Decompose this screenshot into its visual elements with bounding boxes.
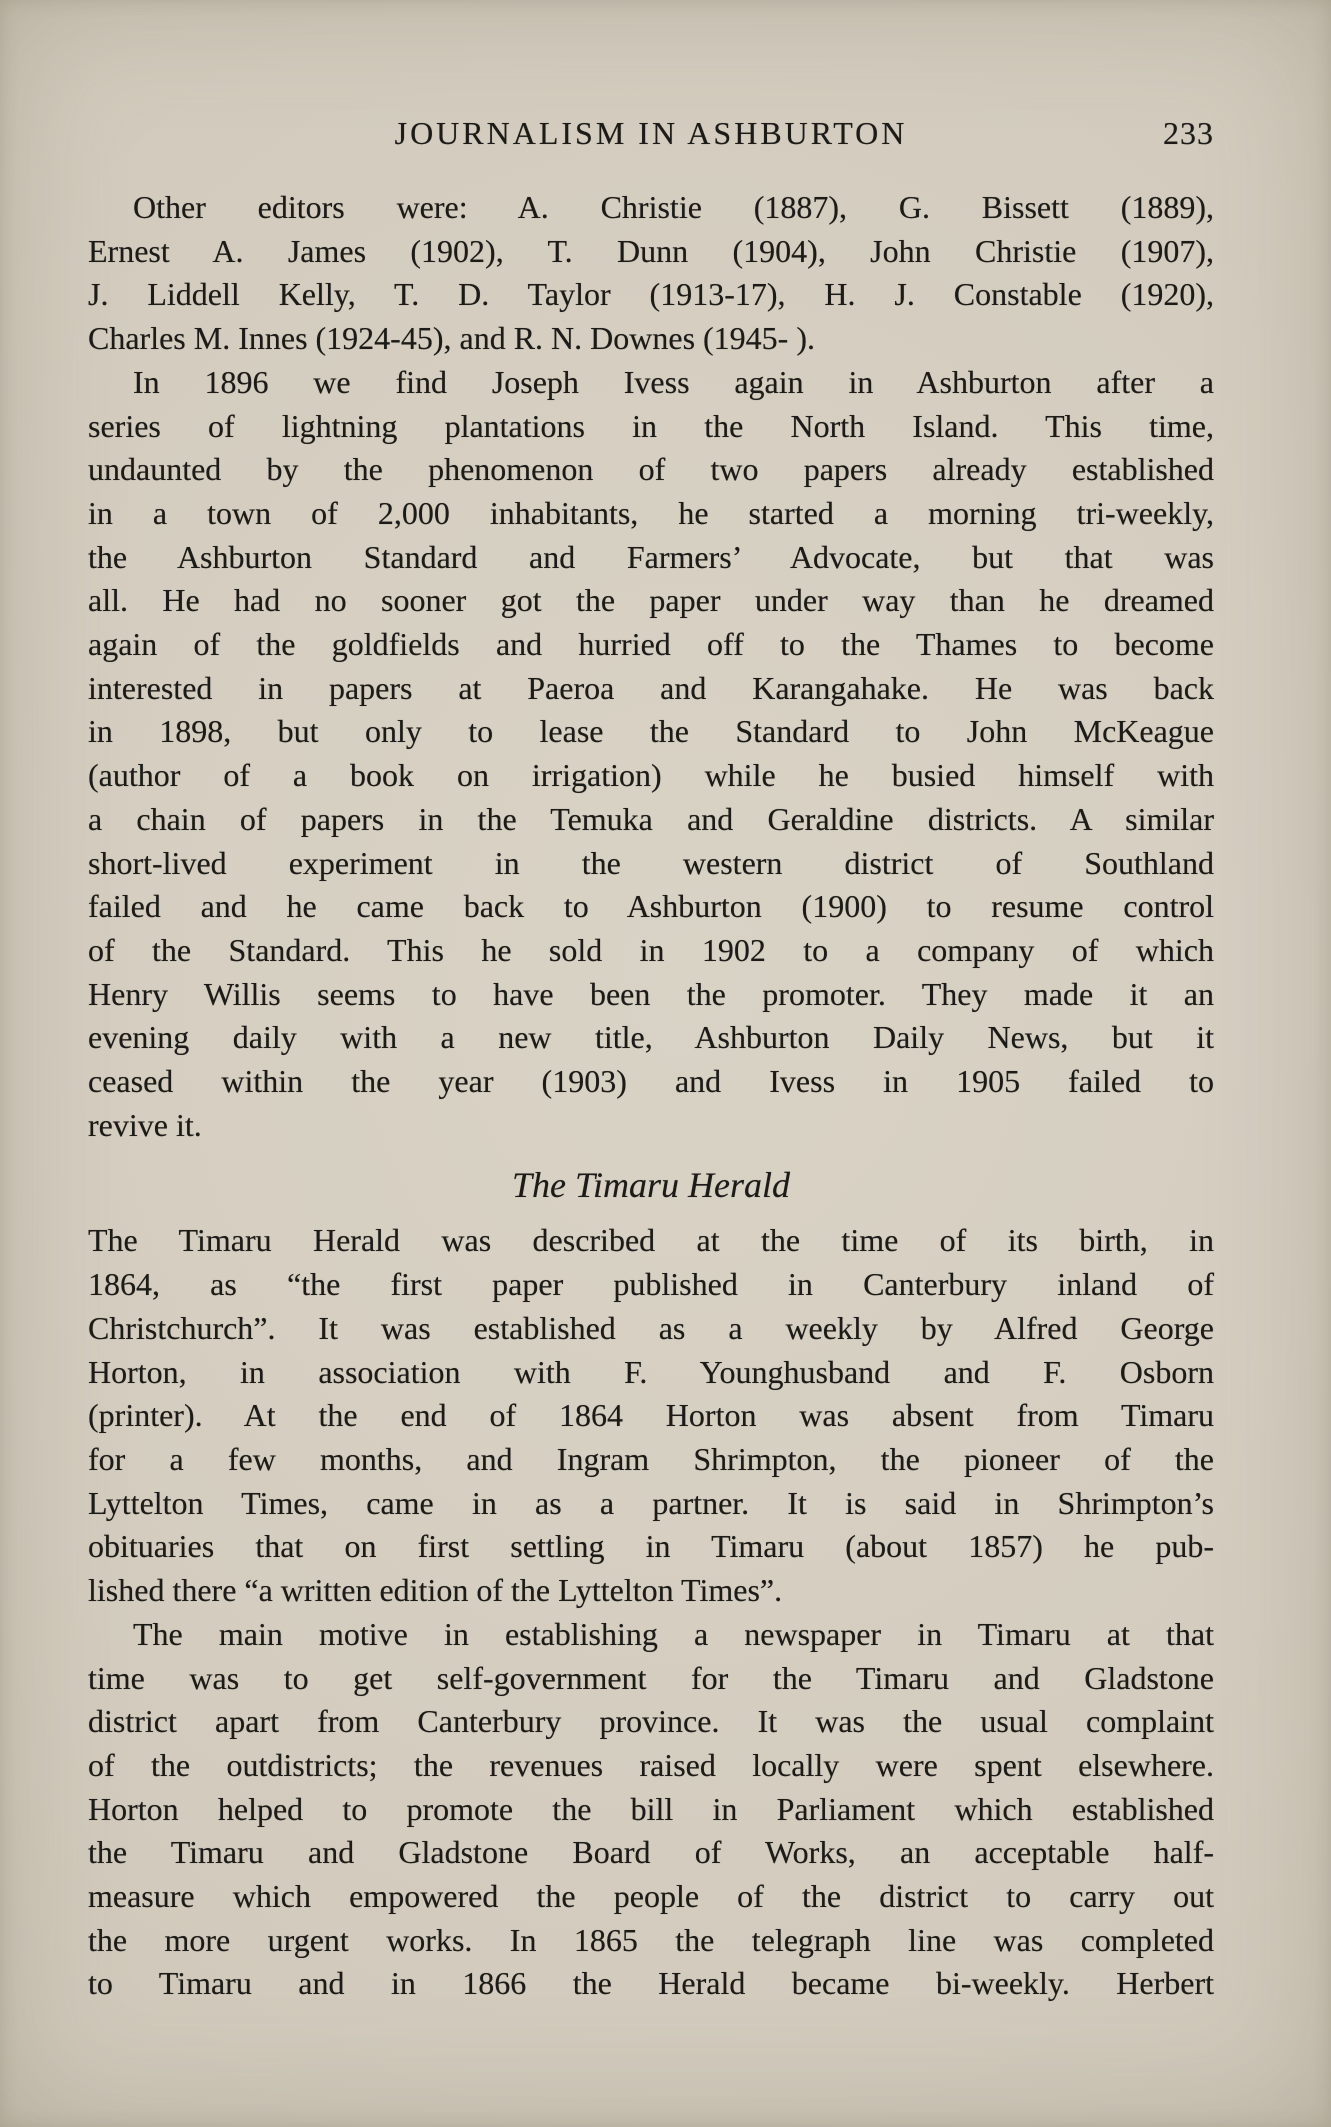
- text-line: of the outdistricts; the revenues raised locally were spent elsewhere.: [88, 1746, 1214, 1783]
- text-line: again of the goldfields and hurried off to the Thames to become: [88, 626, 1214, 663]
- page-body: [88, 186, 1214, 2006]
- text-line: (author of a book on irrigation) while he busied himself with: [88, 757, 1214, 794]
- text-line: Horton helped to promote the bill in Parliament which established: [88, 1790, 1214, 1827]
- text-line: a chain of papers in the Temuka and Geraldine districts. A similar: [88, 800, 1214, 837]
- text-line: all. He had no sooner got the paper under way than he dreamed: [88, 582, 1214, 619]
- paragraph: [88, 186, 1214, 361]
- text-line: lished there “a written edition of the Lyttelton Times”.: [88, 1572, 783, 1609]
- text-line: short-lived experiment in the western district of Southland: [88, 844, 1214, 881]
- running-header: [88, 112, 1214, 154]
- section-heading: The Timaru Herald: [511, 1165, 791, 1206]
- text-line: interested in papers at Paeroa and Karangahake. He was back: [88, 669, 1214, 706]
- text-line: measure which empowered the people of the district to carry out: [88, 1878, 1214, 1915]
- text-line: in 1898, but only to lease the Standard to John McKeague: [88, 713, 1214, 750]
- text-line: ceased within the year (1903) and Ivess in 1905 failed to: [88, 1063, 1214, 1100]
- text-line: Other editors were: A. Christie (1887), G. Bissett (1889),: [133, 189, 1214, 225]
- text-line: (printer). At the end of 1864 Horton was absent from Timaru: [88, 1397, 1214, 1434]
- text-line: revive it.: [88, 1106, 202, 1143]
- text-line: in a town of 2,000 inhabitants, he started a morning tri-weekly,: [88, 494, 1214, 531]
- paragraph: [88, 361, 1214, 1148]
- text-line: district apart from Canterbury province. It was the usual complaint: [88, 1703, 1214, 1740]
- text-line: undaunted by the phenomenon of two papers already established: [88, 451, 1214, 488]
- text-line: of the Standard. This he sold in 1902 to a company of which: [88, 931, 1214, 968]
- text-line: J. Liddell Kelly, T. D. Taylor (1913-17), H. J. Constable (1920),: [88, 276, 1214, 313]
- text-line: Christchurch”. It was established as a weekly by Alfred George: [88, 1309, 1214, 1346]
- text-line: the more urgent works. In 1865 the telegraph line was completed: [88, 1921, 1214, 1958]
- text-line: Charles M. Innes (1924-45), and R. N. Downes (1945- ).: [88, 320, 815, 357]
- paragraph-group: [88, 186, 1214, 1147]
- paragraph-group: [88, 1219, 1214, 2006]
- text-line: In 1896 we find Joseph Ivess again in Ashburton after a: [133, 363, 1214, 400]
- text-line: Horton, in association with F. Younghusband and F. Osborn: [88, 1353, 1214, 1390]
- text-line: to Timaru and in 1866 the Herald became bi-weekly. Herbert: [88, 1965, 1214, 2002]
- text-line: time was to get self-government for the Timaru and Gladstone: [88, 1659, 1214, 1696]
- text-line: the Timaru and Gladstone Board of Works, an acceptable half-: [88, 1834, 1214, 1871]
- header-title: JOURNALISM IN ASHBURTON: [394, 115, 908, 151]
- text-line: obituaries that on first settling in Timaru (about 1857) he pub-: [88, 1528, 1214, 1565]
- text-line: The Timaru Herald was described at the time of its birth, in: [88, 1222, 1214, 1259]
- text-line: Henry Willis seems to have been the promoter. They made it an: [88, 975, 1214, 1012]
- paragraph: [88, 1613, 1214, 2006]
- text-line: The main motive in establishing a newspaper in Timaru at that: [133, 1615, 1214, 1652]
- text-line: the Ashburton Standard and Farmers’ Advocate, but that was: [88, 538, 1214, 575]
- text-line: Ernest A. James (1902), T. Dunn (1904), John Christie (1907),: [88, 232, 1214, 269]
- text-line: series of lightning plantations in the North Island. This time,: [88, 407, 1214, 444]
- text-line: failed and he came back to Ashburton (1900) to resume control: [88, 888, 1214, 925]
- text-line: evening daily with a new title, Ashburton Daily News, but it: [88, 1019, 1214, 1056]
- text-line: 1864, as “the first paper published in Canterbury inland of: [88, 1266, 1214, 1303]
- text-line: for a few months, and Ingram Shrimpton, the pioneer of the: [88, 1440, 1214, 1477]
- text-line: Lyttelton Times, came in as a partner. It is said in Shrimpton’s: [88, 1484, 1214, 1521]
- page-number: 233: [1163, 115, 1214, 151]
- paragraph: [88, 1219, 1214, 1612]
